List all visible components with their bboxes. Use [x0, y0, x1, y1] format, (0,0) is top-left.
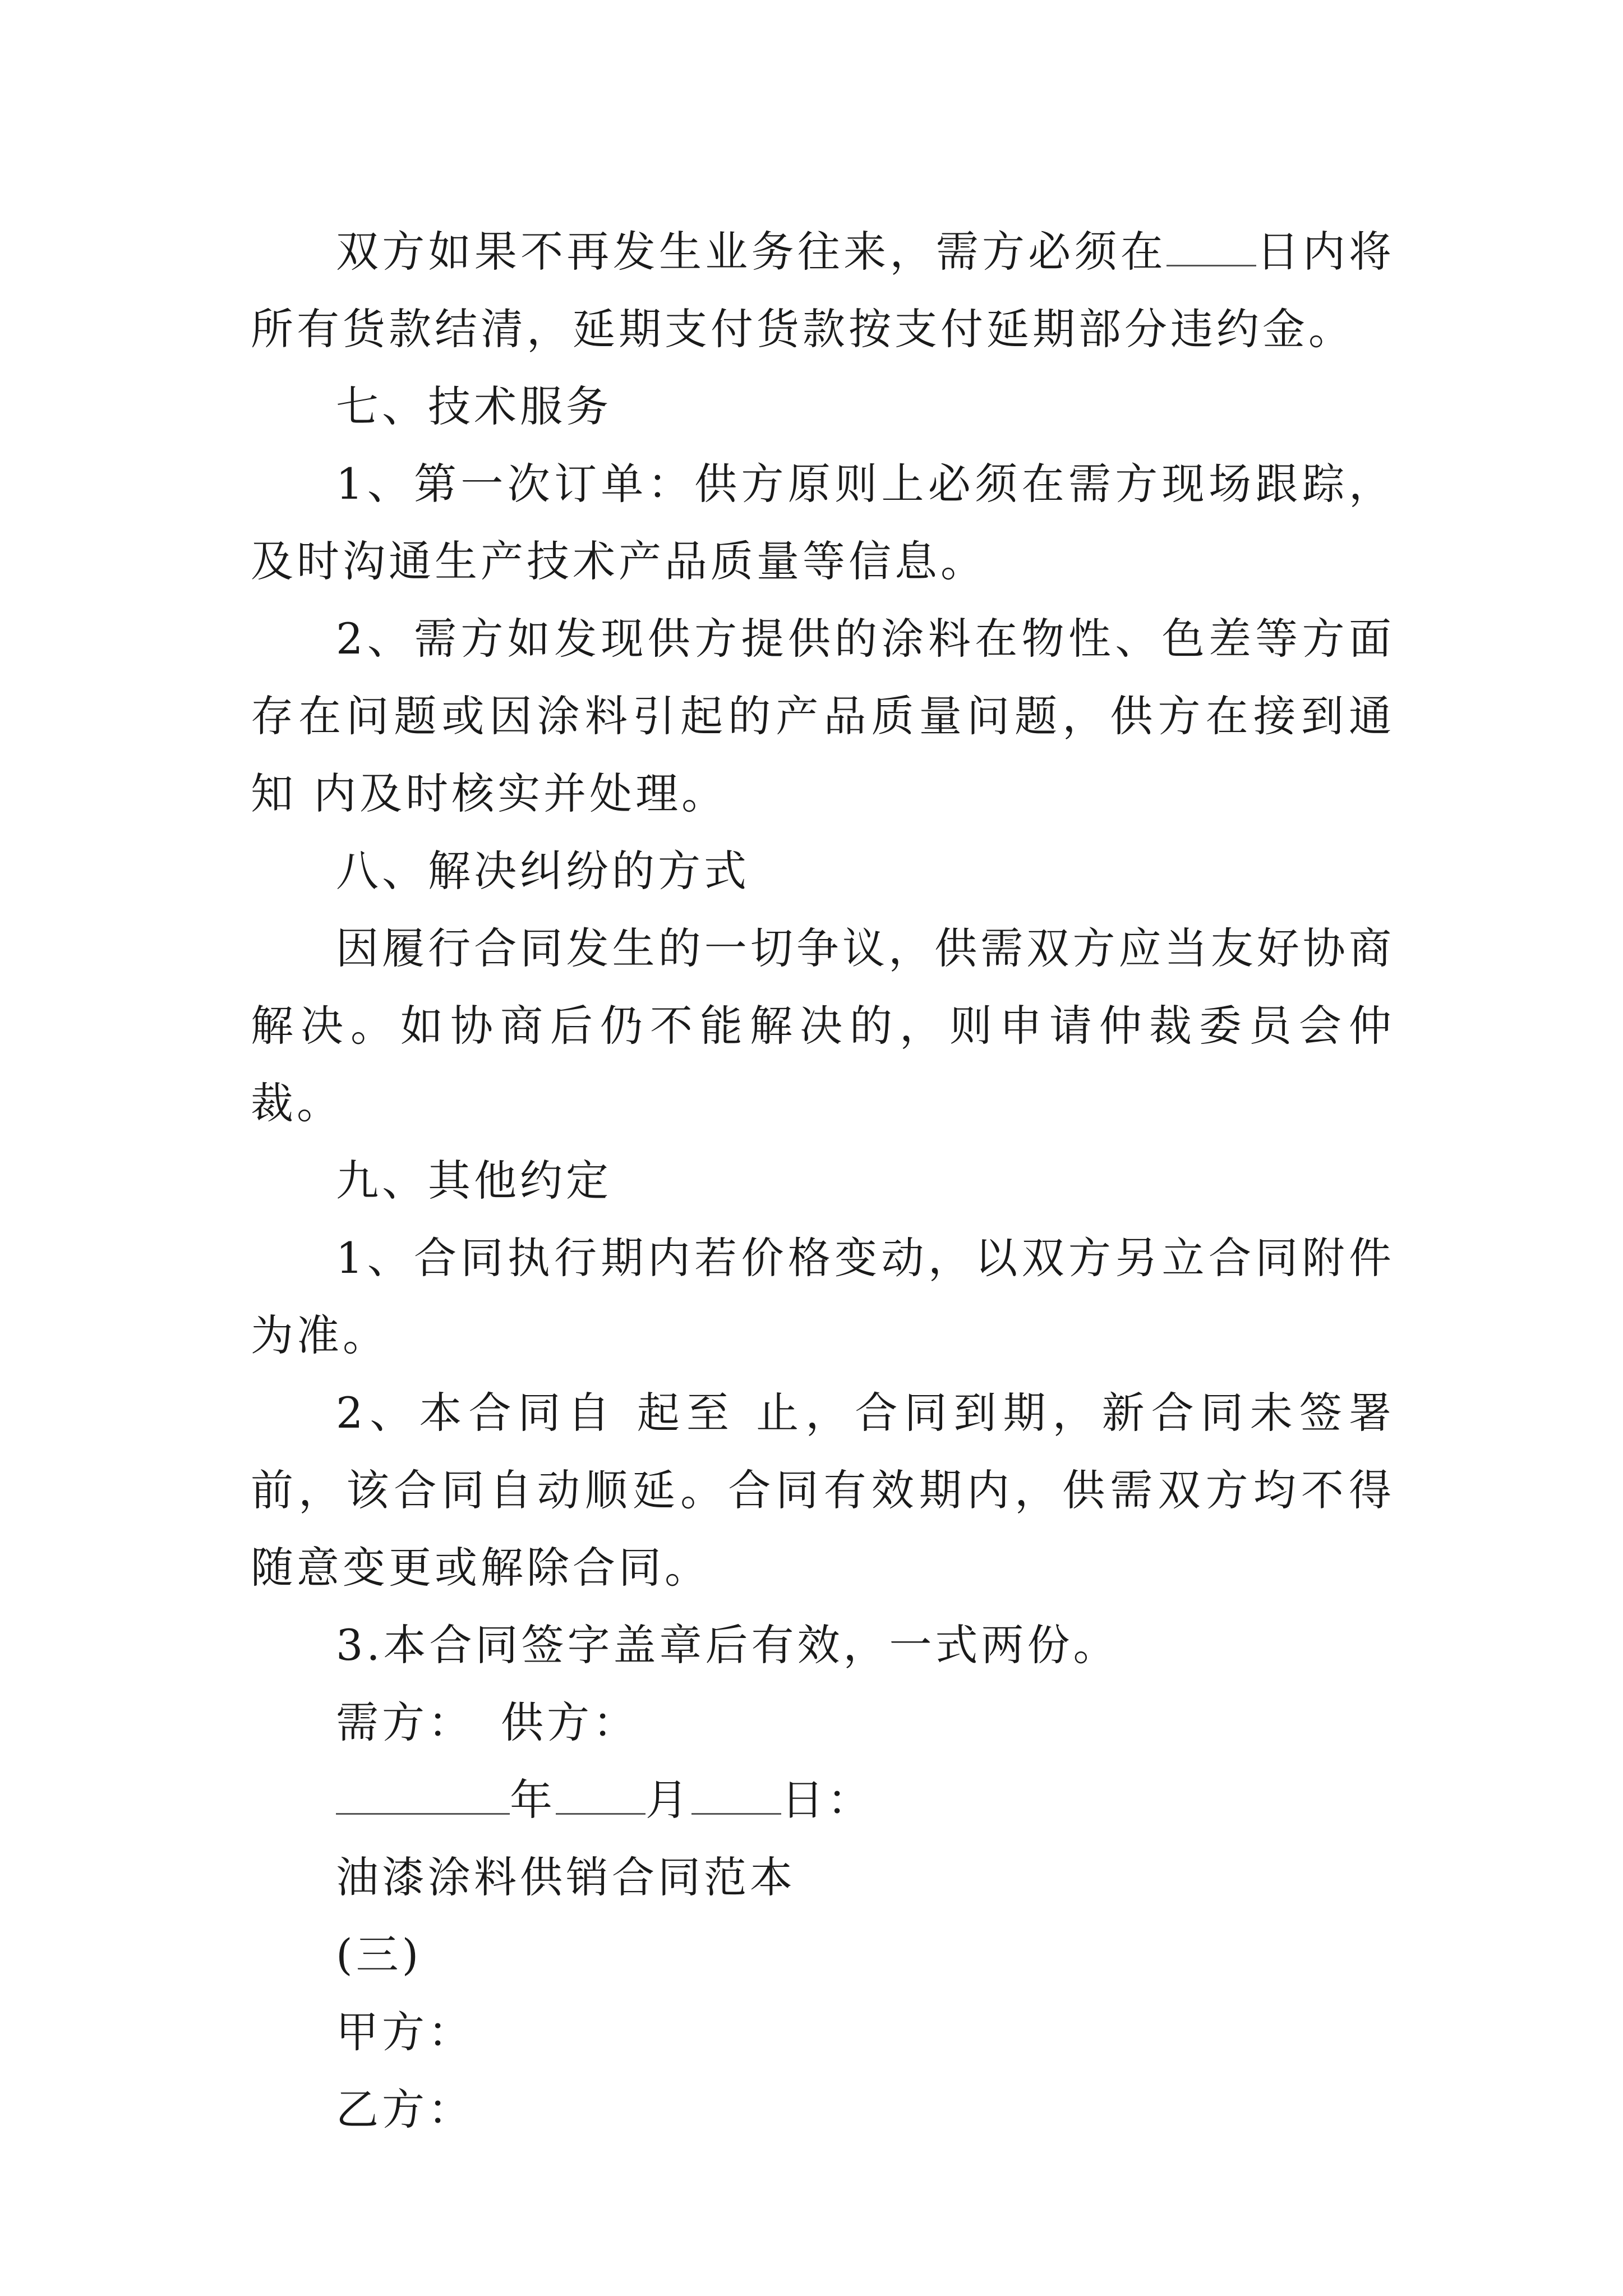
section-7-item-1: 1、第一次订单：供方原则上必须在需方现场跟踪，及时沟通生产技术产品质量等信息。: [251, 459, 1395, 586]
section-7-item-2: 2、需方如发现供方提供的涂料在物性、色差等方面存在问题或因涂料引起的产品质量问题，供方在接到通知 内及时核实并处理。: [251, 614, 1395, 818]
month-blank: [556, 1779, 645, 1815]
year-label: 年: [510, 1775, 556, 1825]
next-contract-title: 油漆涂料供销合同范本: [336, 1852, 796, 1902]
section-9-item-3: 3.本合同签字盖章后有效，一式两份。: [336, 1620, 1119, 1670]
section-7-heading: 七、技术服务: [336, 381, 612, 431]
signature-line: [251, 1684, 1395, 1761]
party-a-label: 甲方：: [336, 2007, 474, 2057]
section-8-text: 因履行合同发生的一切争议，供需双方应当友好协商解决。如协商后仍不能解决的，则申请仲裁委员会仲裁。: [251, 923, 1395, 1128]
day-label: 日：: [781, 1775, 873, 1825]
day-blank: [691, 1779, 781, 1815]
next-contract-number: (三): [336, 1930, 422, 1980]
year-blank: [336, 1779, 510, 1815]
settlement-text-before: 双方如果不再发生业务往来，需方必须在: [336, 227, 1167, 277]
month-label: 月: [645, 1775, 691, 1825]
section-8-heading: 八、解决纠纷的方式: [336, 846, 750, 896]
party-b-label: 乙方：: [336, 2085, 474, 2134]
supply-party-label: 供方：: [501, 1697, 639, 1747]
section-9-heading: 九、其他约定: [336, 1156, 612, 1205]
date-line: [251, 1761, 1395, 1839]
demand-party-label: 需方：: [336, 1697, 474, 1747]
section-9-item-2: 2、本合同自 起至 止，合同到期，新合同未签署前，该合同自动顺延。合同有效期内，供需双方均不得随意变更或解除合同。: [251, 1388, 1395, 1593]
section-9-item-1: 1、合同执行期内若价格变动，以双方另立合同附件为准。: [251, 1233, 1395, 1360]
settlement-text-after: 日内将所有货款结清，延期支付货款按支付延期部分违约金。: [251, 227, 1395, 354]
paragraph-settlement: [251, 213, 1395, 368]
days-blank: [1166, 231, 1256, 266]
document-body: [251, 213, 1395, 2148]
